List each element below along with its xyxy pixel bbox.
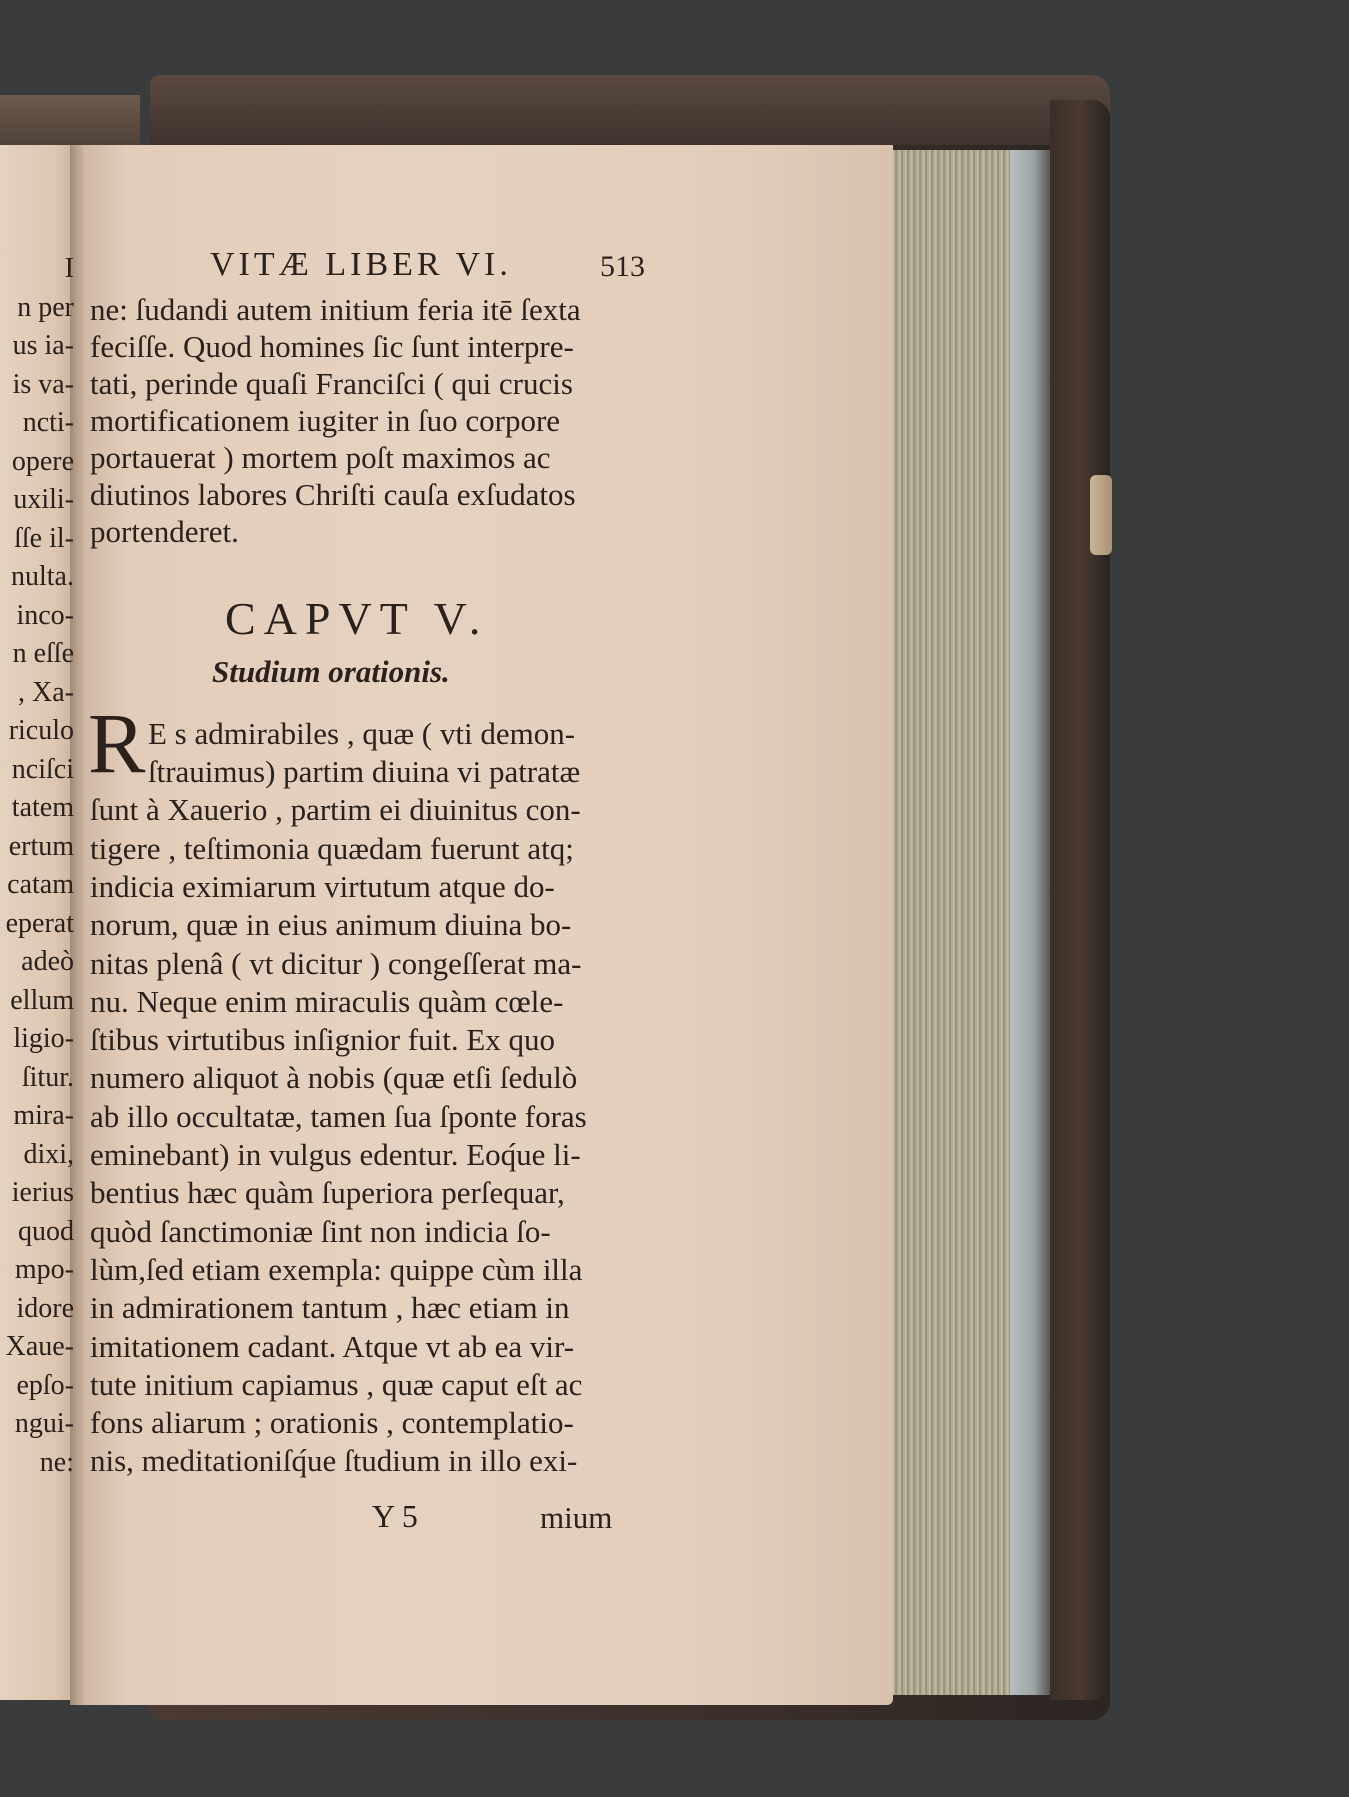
chapter-subtitle: Studium orationis. bbox=[212, 654, 450, 689]
left-page-fragment: dixi, bbox=[23, 1138, 74, 1170]
left-page-fragment: ellum bbox=[10, 984, 74, 1016]
left-page-fragment: nciſci bbox=[11, 753, 74, 785]
text-line: ſtrauimus) partim diuina vi patratæ bbox=[148, 754, 581, 789]
left-page-fragment: ierius bbox=[11, 1177, 74, 1208]
text-line: nis, meditationiſq́ue ſtudium in illo exi- bbox=[90, 1443, 578, 1479]
text-line: mortificationem iugiter in ſuo corpore bbox=[90, 403, 561, 438]
left-page-fragment: riculo bbox=[8, 715, 74, 746]
book-top-edge bbox=[150, 75, 1110, 145]
left-page-fragment: ertum bbox=[8, 830, 74, 862]
clasp bbox=[1090, 475, 1112, 555]
text-line: nitas plenâ ( vt dicitur ) congeſſerat ma- bbox=[90, 945, 582, 981]
page-block-edges bbox=[880, 150, 1020, 1695]
left-page-fragment: Xaue- bbox=[5, 1331, 74, 1362]
left-page-fragment: n per bbox=[17, 291, 74, 323]
left-page-fragment: ſſe il- bbox=[14, 522, 74, 554]
left-page-fragment: tatem bbox=[11, 792, 74, 823]
text-line: numero aliquot à nobis (quæ etſi ſedulò bbox=[90, 1060, 578, 1096]
text-line: fons aliarum ; orationis , contemplatio- bbox=[90, 1405, 574, 1441]
text-line: quòd ſanctimoniæ ſint non indicia ſo- bbox=[90, 1213, 551, 1249]
left-page-fragment: ncti- bbox=[22, 407, 74, 438]
left-page-fragment: , Xa- bbox=[18, 676, 74, 708]
left-page-fragment: idore bbox=[16, 1292, 74, 1324]
catchword: mium bbox=[540, 1500, 613, 1535]
left-page-fragment: mira- bbox=[13, 1100, 74, 1131]
text-line: portenderet. bbox=[90, 514, 239, 549]
chapter-heading: CAPVT V. bbox=[225, 593, 489, 644]
left-page-fragment: eperat bbox=[5, 907, 74, 939]
text-line: tigere , teſtimonia quædam fuerunt atq; bbox=[90, 830, 574, 866]
text-line: portauerat ) mortem poſt maximos ac bbox=[90, 440, 551, 475]
running-head: VITÆ LIBER VI. bbox=[210, 246, 512, 283]
text-line: ab illo occultatæ, tamen ſua ſponte foras bbox=[90, 1098, 587, 1134]
text-line: eminebant) in vulgus edentur. Eoq́ue li- bbox=[90, 1137, 581, 1172]
left-page-fragment: opere bbox=[11, 445, 74, 477]
left-page-fragment: uxili- bbox=[13, 484, 74, 515]
left-page-fragment: epſo- bbox=[16, 1369, 74, 1401]
left-page-fragment: nulta. bbox=[11, 561, 74, 592]
left-page-fragment: us ia- bbox=[12, 330, 74, 361]
left-page-fragment: adeò bbox=[21, 946, 74, 977]
first-line: E s admirabiles , quæ ( vti demon- bbox=[148, 716, 576, 751]
page-block-shade bbox=[1010, 150, 1050, 1695]
text-line: tati, perinde quaſi Franciſci ( qui crucis bbox=[90, 366, 573, 401]
left-page-fragment: is va- bbox=[12, 368, 74, 400]
left-page-fragment: n eſſe bbox=[12, 638, 74, 669]
text-line: lùm,ſed etiam exempla: quippe cùm illa bbox=[90, 1251, 583, 1287]
text-line: indicia eximiarum virtutum atque do- bbox=[90, 868, 555, 904]
signature-mark: Y 5 bbox=[372, 1498, 418, 1534]
left-page-fragment: quod bbox=[18, 1215, 74, 1247]
text-line: diutinos labores Chriſti cauſa exſudatos bbox=[90, 477, 576, 512]
text-line: tute initium capiamus , quæ caput eſt ac bbox=[90, 1366, 583, 1402]
text-line: in admirationem tantum , hæc etiam in bbox=[90, 1290, 570, 1326]
left-page-fragment: ngui- bbox=[14, 1408, 74, 1439]
text-line: ne: ſudandi autem initium feria itē ſexta bbox=[90, 292, 581, 327]
text-line: norum, quæ in eius animum diuina bo- bbox=[90, 907, 572, 943]
text-line: ſunt à Xauerio , partim ei diuinitus con- bbox=[90, 792, 581, 828]
text-line: imitationem cadant. Atque vt ab ea vir- bbox=[90, 1328, 575, 1364]
left-page-fragment: ne: bbox=[39, 1446, 74, 1478]
page-number: 513 bbox=[600, 250, 645, 283]
text-line: nu. Neque enim miraculis quàm cœle- bbox=[90, 983, 564, 1019]
left-page-fragment: catam bbox=[7, 869, 74, 900]
text-line: feciſſe. Quod homines ſic ſunt interpre- bbox=[90, 329, 574, 364]
left-page-fragment: ligio- bbox=[13, 1023, 74, 1054]
left-page-fragment: I bbox=[64, 253, 74, 284]
book-fore-edge-board bbox=[1050, 100, 1110, 1700]
text-line: bentius hæc quàm ſuperiora perſequar, bbox=[90, 1175, 565, 1211]
drop-cap: R bbox=[88, 695, 146, 791]
left-page-fragment: inco- bbox=[16, 599, 74, 631]
left-page-fragment: mpo- bbox=[14, 1254, 74, 1285]
text-line: ſtibus virtutibus inſignior fuit. Ex quo bbox=[90, 1022, 555, 1058]
left-page-fragment: ſitur. bbox=[21, 1061, 74, 1093]
